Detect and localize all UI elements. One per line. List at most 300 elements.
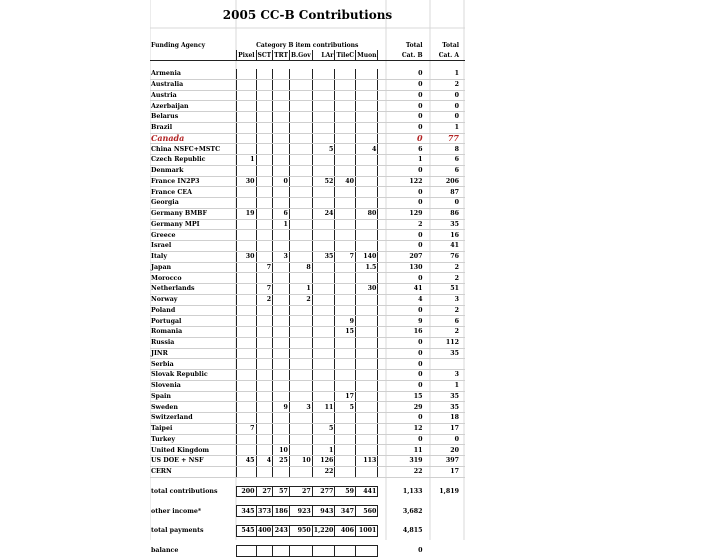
category-value [289, 90, 312, 101]
category-value [356, 176, 378, 187]
total-cat-b: 0 [378, 79, 426, 90]
category-value [356, 122, 378, 133]
table-row [150, 112, 465, 123]
category-value: 7 [335, 251, 356, 262]
category-value: 277 [312, 486, 335, 497]
category-value [237, 434, 256, 445]
total-cat-b: 0 [378, 380, 426, 391]
category-value [335, 466, 356, 477]
table-row [150, 506, 465, 517]
category-value [289, 251, 312, 262]
category-value [289, 176, 312, 187]
header-row-sub [150, 50, 465, 61]
category-value: 243 [273, 526, 290, 537]
category-value [356, 305, 378, 316]
category-value [256, 445, 273, 456]
category-value: 7 [256, 262, 273, 273]
agency-name: Sweden [150, 402, 237, 413]
category-value [256, 316, 273, 327]
category-value [335, 155, 356, 166]
category-value [289, 144, 312, 155]
agency-name: Belarus [150, 112, 237, 123]
category-value [356, 423, 378, 434]
agency-name: CERN [150, 466, 237, 477]
category-value [273, 112, 290, 123]
agency-name: Australia [150, 79, 237, 90]
category-value [273, 284, 290, 295]
category-value [256, 230, 273, 241]
category-value [335, 112, 356, 123]
total-rows [150, 477, 465, 556]
total-cat-a: 2 [426, 79, 465, 90]
category-value [256, 69, 273, 79]
category-value: 140 [356, 251, 378, 262]
category-value [312, 284, 335, 295]
table-row [150, 251, 465, 262]
table-row [150, 187, 465, 198]
category-value [273, 359, 290, 370]
category-value [237, 466, 256, 477]
total-cat-a: 35 [426, 219, 465, 230]
total-cat-b: 12 [378, 423, 426, 434]
agency-name: Russia [150, 337, 237, 348]
category-value [273, 305, 290, 316]
agency-name: Canada [150, 133, 237, 144]
category-value [335, 445, 356, 456]
agency-name: Germany BMBF [150, 208, 237, 219]
total-cat-b: 0 [418, 547, 423, 555]
category-value [356, 402, 378, 413]
category-value [289, 348, 312, 359]
category-value [289, 112, 312, 123]
category-value: 6 [273, 208, 290, 219]
col-header: Muon [357, 51, 377, 59]
category-value [356, 316, 378, 327]
category-value [256, 133, 273, 144]
total-cat-a: 206 [426, 176, 465, 187]
category-value: 560 [356, 506, 378, 517]
table-row [150, 305, 465, 316]
category-value [273, 187, 290, 198]
category-value: 200 [237, 486, 256, 497]
category-value [256, 348, 273, 359]
table-row [150, 144, 465, 155]
category-value: 9 [335, 316, 356, 327]
category-value [273, 545, 290, 556]
category-value [273, 122, 290, 133]
category-value [289, 316, 312, 327]
category-value: 30 [237, 251, 256, 262]
category-value [237, 144, 256, 155]
agency-name: Italy [150, 251, 237, 262]
category-value [237, 133, 256, 144]
category-value [312, 434, 335, 445]
category-value [356, 348, 378, 359]
category-value: 5 [312, 144, 335, 155]
category-value [356, 545, 378, 556]
table-row [150, 445, 465, 456]
agency-name: other income* [151, 507, 202, 515]
total-cat-b: 3,682 [402, 507, 423, 515]
category-value [237, 402, 256, 413]
total-cat-a: 86 [426, 208, 465, 219]
category-value [256, 251, 273, 262]
total-cat-b: 41 [378, 284, 426, 295]
category-value [312, 69, 335, 79]
category-value [289, 434, 312, 445]
header-row [150, 40, 465, 50]
category-value [289, 545, 312, 556]
category-value [289, 230, 312, 241]
category-value [356, 112, 378, 123]
category-value [273, 101, 290, 112]
category-value [256, 466, 273, 477]
total-cat-b: 11 [378, 445, 426, 456]
category-value [237, 348, 256, 359]
category-value [335, 273, 356, 284]
category-value [335, 133, 356, 144]
agency-name: France CEA [150, 187, 237, 198]
category-value [256, 337, 273, 348]
agency-name: total contributions [151, 487, 218, 495]
category-value: 4 [256, 456, 273, 467]
category-value [356, 155, 378, 166]
category-value [237, 380, 256, 391]
category-value: 1 [237, 155, 256, 166]
agency-name: Armenia [150, 69, 237, 79]
category-value [335, 337, 356, 348]
total-cat-b: 130 [378, 262, 426, 273]
category-value [256, 327, 273, 338]
category-value [237, 284, 256, 295]
category-value: 0 [273, 176, 290, 187]
total-cat-a: 1 [426, 122, 465, 133]
category-value [237, 241, 256, 252]
category-value [289, 305, 312, 316]
category-value [273, 327, 290, 338]
total-cat-a: 41 [426, 241, 465, 252]
category-value [312, 112, 335, 123]
category-value [273, 294, 290, 305]
category-value [289, 79, 312, 90]
category-value [312, 262, 335, 273]
category-value [289, 391, 312, 402]
category-value [356, 370, 378, 381]
category-value [356, 165, 378, 176]
category-value: 3 [289, 402, 312, 413]
category-value [335, 370, 356, 381]
category-value: 1 [273, 219, 290, 230]
category-value [356, 294, 378, 305]
table-row [150, 273, 465, 284]
table-row [150, 284, 465, 295]
category-value: 2 [289, 294, 312, 305]
category-value [237, 294, 256, 305]
category-value: 40 [335, 176, 356, 187]
agency-name: France IN2P3 [150, 176, 237, 187]
category-value [335, 241, 356, 252]
category-value [312, 413, 335, 424]
category-value [312, 316, 335, 327]
category-value [335, 187, 356, 198]
table-row [150, 486, 465, 497]
total-cat-a: 20 [426, 445, 465, 456]
category-value [356, 359, 378, 370]
agency-name: Spain [150, 391, 237, 402]
category-value [256, 423, 273, 434]
col-header: TileC [336, 51, 355, 59]
table-row [150, 434, 465, 445]
category-value: 113 [356, 456, 378, 467]
category-value: 35 [312, 251, 335, 262]
category-value [256, 187, 273, 198]
category-value [289, 273, 312, 284]
category-value: 11 [312, 402, 335, 413]
category-value [312, 327, 335, 338]
col-header: SCT [257, 51, 272, 59]
category-value: 923 [289, 506, 312, 517]
total-cat-b: 0 [378, 69, 426, 79]
table-row [150, 391, 465, 402]
total-cat-a: 1,819 [439, 487, 459, 495]
category-value [289, 133, 312, 144]
table-row [150, 165, 465, 176]
category-value [289, 69, 312, 79]
category-value [312, 545, 335, 556]
category-value [335, 79, 356, 90]
category-value [273, 380, 290, 391]
total-cat-b: 1,133 [402, 487, 423, 495]
total-cat-b: 0 [378, 241, 426, 252]
category-value [312, 90, 335, 101]
total-cat-a: 6 [426, 155, 465, 166]
category-value [335, 284, 356, 295]
total-cat-b: 16 [378, 327, 426, 338]
category-value [356, 327, 378, 338]
total-cat-b: 22 [378, 466, 426, 477]
category-value [256, 380, 273, 391]
category-value [356, 133, 378, 144]
category-value [289, 466, 312, 477]
total-cat-b: 0 [378, 133, 426, 144]
category-value: 943 [312, 506, 335, 517]
table-row [150, 370, 465, 381]
category-value: 8 [289, 262, 312, 273]
category-value [256, 176, 273, 187]
total-cat-a: 77 [426, 133, 465, 144]
category-value [289, 219, 312, 230]
total-cat-b: 0 [378, 198, 426, 209]
total-cat-b: 0 [378, 413, 426, 424]
category-value [256, 122, 273, 133]
agency-name: Israel [150, 241, 237, 252]
category-value [289, 198, 312, 209]
category-value [289, 370, 312, 381]
category-value [237, 198, 256, 209]
category-value [256, 241, 273, 252]
total-cat-a: 6 [426, 316, 465, 327]
category-value [356, 391, 378, 402]
agency-name: Morocco [150, 273, 237, 284]
agency-name: total payments [151, 527, 204, 535]
header-total-b: Total [405, 41, 423, 49]
total-cat-a: 8 [426, 144, 465, 155]
category-value: 52 [312, 176, 335, 187]
category-value [273, 262, 290, 273]
category-value [312, 370, 335, 381]
category-value [273, 348, 290, 359]
category-value: 5 [312, 423, 335, 434]
category-value [312, 230, 335, 241]
category-value [356, 466, 378, 477]
category-value: 4 [356, 144, 378, 155]
total-cat-a: 3 [426, 294, 465, 305]
category-value [335, 262, 356, 273]
table-row [150, 423, 465, 434]
category-value [289, 445, 312, 456]
category-value [335, 165, 356, 176]
table-row [150, 456, 465, 467]
agency-name: Turkey [150, 434, 237, 445]
total-cat-b: 29 [378, 402, 426, 413]
table-row [150, 122, 465, 133]
category-value [256, 155, 273, 166]
category-value: 7 [237, 423, 256, 434]
category-value [237, 122, 256, 133]
category-value: 10 [289, 456, 312, 467]
header-total-b-sub: Cat. B [378, 50, 426, 61]
table-row [150, 262, 465, 273]
total-cat-b: 0 [378, 305, 426, 316]
agency-name: Georgia [150, 198, 237, 209]
table-row [150, 101, 465, 112]
category-value [237, 262, 256, 273]
total-cat-b: 15 [378, 391, 426, 402]
agency-name: Japan [150, 262, 237, 273]
category-value [356, 445, 378, 456]
agency-name: Germany MPI [150, 219, 237, 230]
category-value [237, 187, 256, 198]
total-cat-a: 35 [426, 391, 465, 402]
category-value [237, 230, 256, 241]
category-value [237, 370, 256, 381]
category-value [312, 241, 335, 252]
category-value: 19 [237, 208, 256, 219]
category-value [356, 187, 378, 198]
agency-name: Netherlands [150, 284, 237, 295]
category-value [237, 90, 256, 101]
category-value [289, 241, 312, 252]
total-cat-a: 2 [426, 273, 465, 284]
category-value [312, 101, 335, 112]
category-value [256, 370, 273, 381]
table-row [150, 241, 465, 252]
category-value [273, 434, 290, 445]
category-value [335, 294, 356, 305]
total-cat-a: 76 [426, 251, 465, 262]
spreadsheet [150, 0, 465, 555]
category-value [312, 198, 335, 209]
category-value [312, 273, 335, 284]
total-cat-a: 51 [426, 284, 465, 295]
total-cat-a: 6 [426, 165, 465, 176]
category-value [237, 545, 256, 556]
table-row [150, 79, 465, 90]
agency-name: JINR [150, 348, 237, 359]
table-row [150, 380, 465, 391]
total-cat-b: 0 [378, 230, 426, 241]
table-row [150, 327, 465, 338]
category-value [312, 133, 335, 144]
category-value: 545 [237, 526, 256, 537]
agency-name: Switzerland [150, 413, 237, 424]
total-cat-a [426, 545, 465, 556]
category-value [335, 380, 356, 391]
category-value [273, 69, 290, 79]
category-value [273, 466, 290, 477]
category-value: 373 [257, 507, 272, 515]
category-value: 30 [237, 176, 256, 187]
category-value [289, 359, 312, 370]
category-value: 1 [312, 445, 335, 456]
category-value [335, 359, 356, 370]
category-value [356, 219, 378, 230]
total-cat-b: 319 [378, 456, 426, 467]
category-value: 126 [312, 456, 335, 467]
total-cat-b: 4,815 [402, 527, 423, 535]
category-value [256, 79, 273, 90]
table-row [150, 219, 465, 230]
category-value: 950 [289, 526, 312, 537]
table-row [150, 348, 465, 359]
category-value [273, 165, 290, 176]
total-cat-a: 3 [426, 370, 465, 381]
agency-name: Serbia [150, 359, 237, 370]
category-value [256, 413, 273, 424]
category-value: 17 [335, 391, 356, 402]
category-value [356, 337, 378, 348]
category-value [312, 305, 335, 316]
category-value [256, 359, 273, 370]
table-row [150, 413, 465, 424]
contributions-table [150, 40, 465, 557]
category-value [237, 165, 256, 176]
category-value [335, 545, 356, 556]
category-value [335, 144, 356, 155]
agency-name: Slovak Republic [150, 370, 237, 381]
total-cat-a [426, 526, 465, 537]
category-value [256, 144, 273, 155]
category-value [335, 230, 356, 241]
total-cat-b: 2 [378, 219, 426, 230]
agency-name: Brazil [150, 122, 237, 133]
category-value: 25 [273, 456, 290, 467]
category-value [273, 337, 290, 348]
category-value: 2 [256, 294, 273, 305]
total-cat-b: 0 [378, 101, 426, 112]
category-value: 24 [312, 208, 335, 219]
category-value: 347 [335, 506, 356, 517]
table-row [150, 526, 465, 537]
total-cat-b: 6 [378, 144, 426, 155]
total-cat-b: 0 [378, 337, 426, 348]
category-value [256, 391, 273, 402]
category-value [256, 198, 273, 209]
category-value: 1 [289, 284, 312, 295]
category-value [356, 79, 378, 90]
category-value [335, 423, 356, 434]
total-cat-a: 0 [426, 101, 465, 112]
